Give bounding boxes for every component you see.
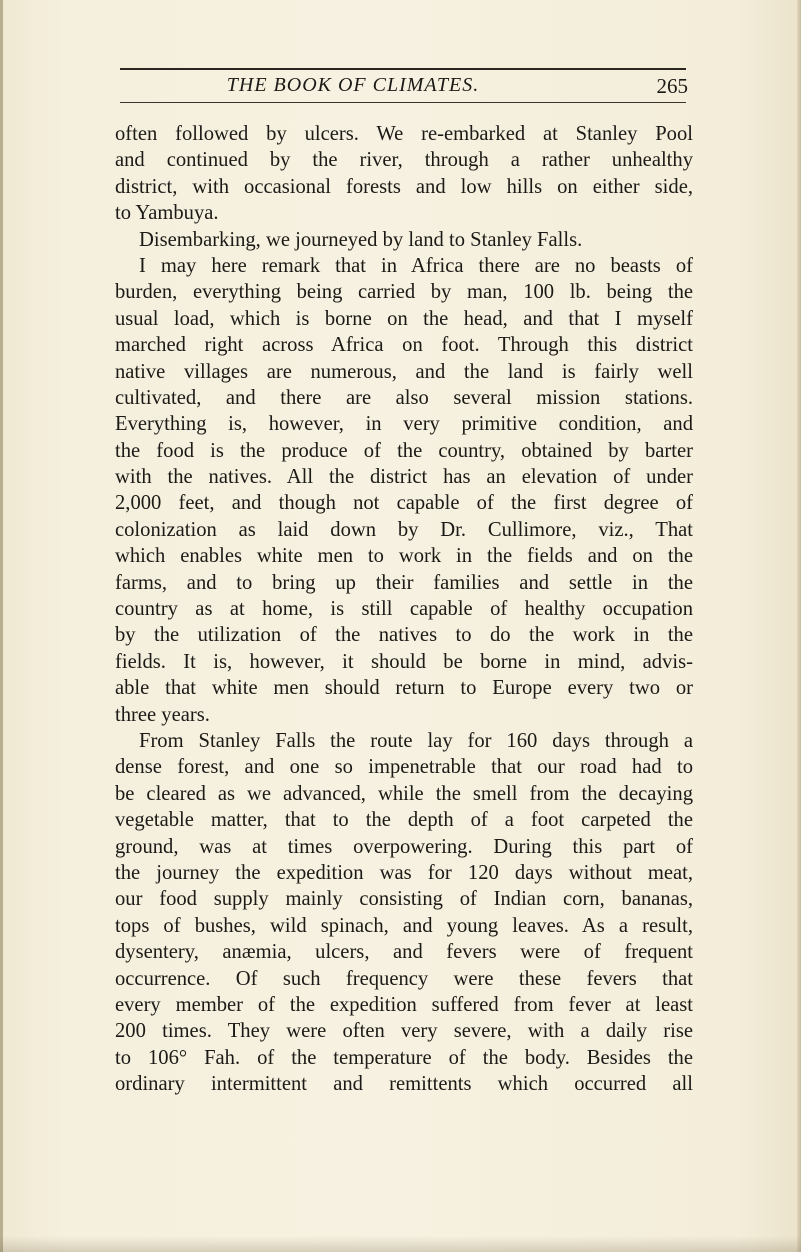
text-line: by the utilization of the natives to do the work in the bbox=[115, 624, 693, 647]
text-line: cultivated, and there are also several mission stations. bbox=[115, 386, 693, 409]
header-top-rule bbox=[120, 68, 686, 70]
text-line: our food supply mainly consisting of Indian corn, bananas, bbox=[115, 888, 693, 911]
text-line: Disembarking, we journeyed by land to Stanley Falls. bbox=[139, 228, 583, 251]
text-line: dysentery, anæmia, ulcers, and fevers were of frequent bbox=[115, 941, 693, 964]
text-line: From Stanley Falls the route lay for 160 days through a bbox=[139, 729, 693, 752]
text-line: the journey the expedition was for 120 days without meat, bbox=[115, 861, 693, 884]
text-line: every member of the expedition suffered from fever at least bbox=[115, 993, 693, 1016]
text-line: fields. It is, however, it should be borne in mind, advis- bbox=[115, 650, 693, 673]
text-line: 200 times. They were often very severe, with a daily rise bbox=[115, 1020, 693, 1043]
header-bottom-rule bbox=[120, 102, 686, 103]
body-text bbox=[115, 121, 693, 1097]
text-line: with the natives. All the district has an elevation of under bbox=[115, 466, 693, 489]
text-line: able that white men should return to Europe every two or bbox=[115, 677, 693, 700]
text-line: be cleared as we advanced, while the smell from the decaying bbox=[115, 782, 693, 805]
text-line: marched right across Africa on foot. Through this district bbox=[115, 334, 693, 357]
text-line: burden, everything being carried by man, 100 lb. being the bbox=[115, 281, 693, 304]
text-line: 2,000 feet, and though not capable of the first degree of bbox=[115, 492, 693, 515]
page-left-edge bbox=[0, 0, 3, 1252]
text-line: three years. bbox=[115, 703, 210, 726]
text-line: ground, was at times overpowering. During this part of bbox=[115, 835, 693, 858]
running-title: THE BOOK OF CLIMATES. bbox=[226, 74, 480, 96]
text-line: tops of bushes, wild spinach, and young leaves. As a result, bbox=[115, 914, 693, 937]
text-line: vegetable matter, that to the depth of a foot carpeted the bbox=[115, 809, 693, 832]
text-line: and continued by the river, through a rather unhealthy bbox=[115, 149, 693, 172]
page-number: 265 bbox=[656, 74, 688, 98]
text-line: country as at home, is still capable of healthy occupation bbox=[115, 598, 693, 621]
text-line: I may here remark that in Africa there are no beasts of bbox=[139, 254, 693, 277]
text-line: which enables white men to work in the fields and on the bbox=[115, 545, 693, 568]
text-line: ordinary intermittent and remittents which occurred all bbox=[115, 1073, 693, 1096]
text-line: farms, and to bring up their families and settle in the bbox=[115, 571, 693, 594]
text-line: native villages are numerous, and the land is fairly well bbox=[115, 360, 693, 383]
text-line: district, with occasional forests and low hills on either side, bbox=[115, 175, 693, 198]
text-line: usual load, which is borne on the head, and that I myself bbox=[115, 307, 693, 330]
text-line: Everything is, however, in very primitive condition, and bbox=[115, 413, 693, 436]
text-line: to Yambuya. bbox=[115, 202, 219, 225]
text-line: dense forest, and one so impenetrable that our road had to bbox=[115, 756, 693, 779]
text-line: to 106° Fah. of the temperature of the body. Besides the bbox=[115, 1046, 693, 1069]
text-line: often followed by ulcers. We re-embarked at Stanley Pool bbox=[115, 123, 693, 145]
page-right-edge bbox=[797, 0, 801, 1252]
text-line: colonization as laid down by Dr. Cullimore, viz., That bbox=[115, 518, 693, 541]
text-line: the food is the produce of the country, obtained by barter bbox=[115, 439, 693, 462]
page-bottom-shadow bbox=[0, 1236, 801, 1252]
text-line: occurrence. Of such frequency were these fevers that bbox=[115, 967, 693, 990]
